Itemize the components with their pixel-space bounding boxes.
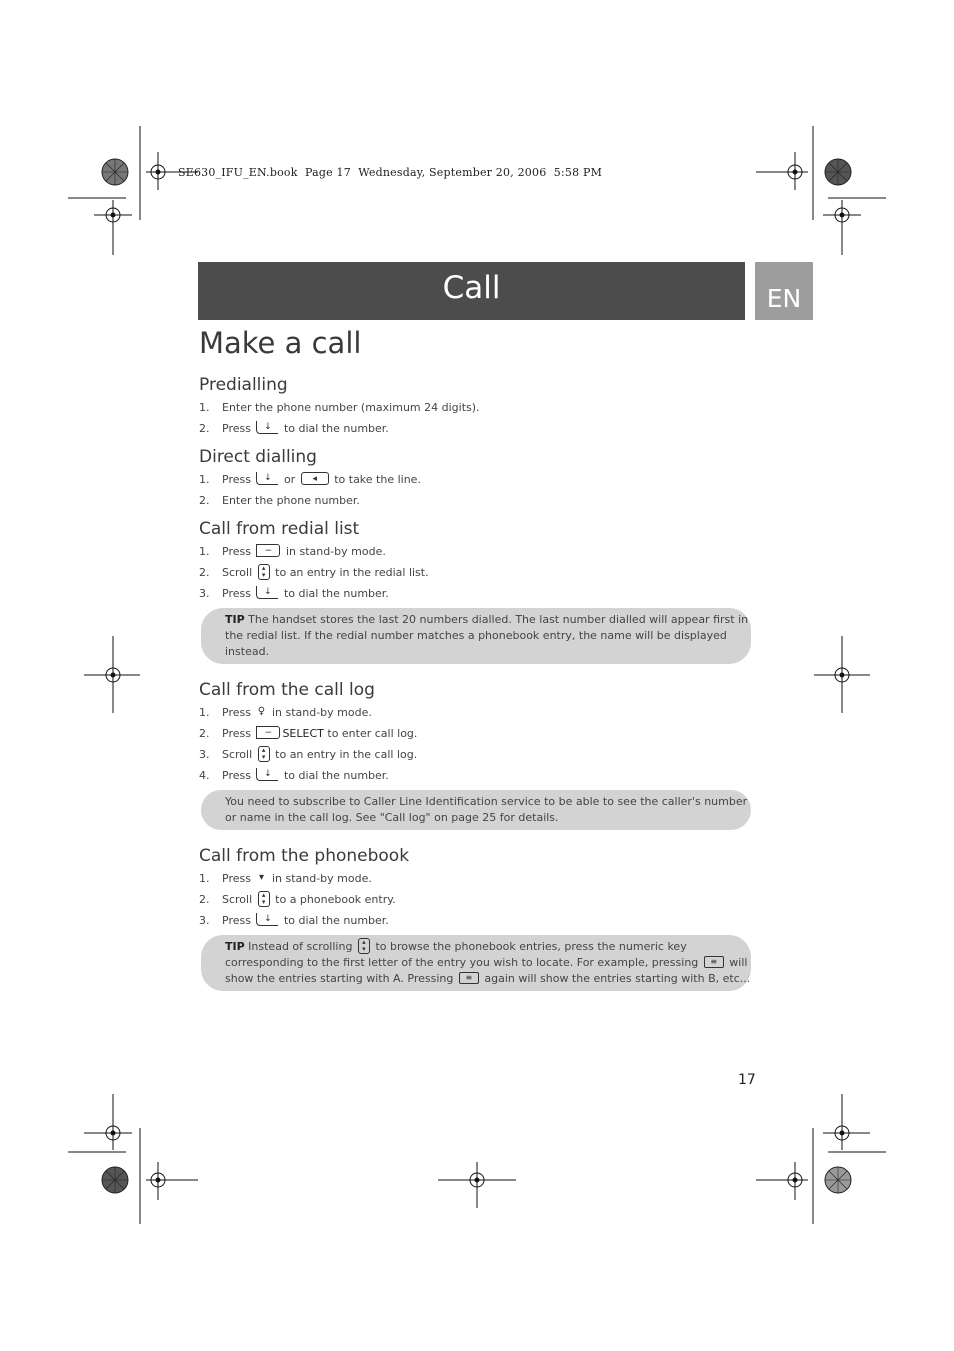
step-number: 4. (199, 769, 210, 782)
call-key-icon: ↓ (256, 472, 278, 485)
scroll-key-icon: ▴ ▾ (258, 564, 270, 580)
section-title: Predialling (199, 375, 288, 395)
step-number: 1. (199, 872, 210, 885)
list-item (199, 868, 759, 889)
step-text: Press (222, 706, 251, 719)
note-text: You need to subscribe to Caller Line Identification service to be able to see the caller's number or name in the call log. See "Call log" on page 25 for details. (225, 795, 748, 824)
step-text: Press (222, 769, 251, 782)
step-text: Press (222, 545, 251, 558)
list-item (199, 469, 759, 490)
step-number: 2. (199, 893, 210, 906)
numeric-key-2-icon: ≡ (704, 956, 724, 968)
step-number: 2. (199, 422, 210, 435)
step-number: 2. (199, 566, 210, 579)
scroll-key-icon: ▴ ▾ (358, 938, 370, 954)
list-item (199, 744, 759, 765)
section-title: Direct dialling (199, 447, 317, 467)
list-item (199, 397, 759, 418)
tip-text: Instead of scrolling (248, 940, 353, 953)
step-text: Press (222, 587, 251, 600)
page-number: 17 (738, 1072, 756, 1088)
step-number: 2. (199, 494, 210, 507)
step-text: Press (222, 727, 251, 740)
step-text: to dial the number. (283, 422, 389, 435)
step-text: Enter the phone number (maximum 24 digits). (222, 401, 480, 414)
step-number: 3. (199, 914, 210, 927)
list-item (199, 765, 759, 786)
call-key-icon: ↓ (256, 768, 278, 781)
list-item (199, 702, 759, 723)
section-predialling (199, 373, 759, 439)
step-text: in stand-by mode. (271, 872, 372, 885)
step-text: to an entry in the call log. (275, 748, 418, 761)
step-number: 1. (199, 545, 210, 558)
step-text: in stand-by mode. (285, 545, 386, 558)
section-title: Call from the phonebook (199, 846, 410, 866)
phonebook-key-icon: ▾ (258, 871, 264, 883)
tip-box (201, 608, 751, 664)
content (199, 373, 759, 991)
step-number: 3. (199, 587, 210, 600)
step-text: or (283, 473, 296, 486)
language-tab: EN (755, 262, 813, 320)
softkey-icon: − (256, 726, 280, 739)
step-text: to take the line. (334, 473, 421, 486)
tip-box (201, 935, 751, 991)
scroll-key-icon: ▴ ▾ (258, 891, 270, 907)
step-text: Scroll (222, 893, 253, 906)
list-item (199, 562, 759, 583)
step-text: Press (222, 473, 251, 486)
step-number: 1. (199, 706, 210, 719)
print-slug: SE630_IFU_EN.book Page 17 Wednesday, September 20, 2006 5:58 PM (178, 166, 603, 179)
call-log-key-icon: ♀ (257, 705, 266, 717)
step-number: 1. (199, 473, 210, 486)
step-text: to an entry in the redial list. (275, 566, 429, 579)
list-item (199, 541, 759, 562)
step-text: to dial the number. (283, 914, 389, 927)
note-box (201, 790, 751, 830)
step-text: Scroll (222, 566, 253, 579)
list-item (199, 418, 759, 439)
page-title: Make a call (199, 326, 362, 360)
step-text: to dial the number. (283, 769, 389, 782)
list-item (199, 723, 759, 744)
section-redial-list (199, 517, 759, 664)
step-text: to enter call log. (327, 727, 418, 740)
speaker-key-icon: ◂ (301, 472, 329, 485)
tip-label: TIP (225, 940, 245, 953)
section-phonebook (199, 844, 759, 991)
step-text: Press (222, 422, 251, 435)
step-text: Enter the phone number. (222, 494, 360, 507)
step-number: 3. (199, 748, 210, 761)
section-direct-dialling (199, 445, 759, 511)
step-number: 2. (199, 727, 210, 740)
redial-key-icon: − (256, 544, 280, 557)
scroll-key-icon: ▴ ▾ (258, 746, 270, 762)
step-text: Press (222, 914, 251, 927)
tip-text: again will show the entries starting with B, etc... (484, 972, 751, 985)
step-text: Press (222, 872, 251, 885)
step-text: to dial the number. (283, 587, 389, 600)
call-key-icon: ↓ (256, 913, 278, 926)
step-text: Scroll (222, 748, 253, 761)
tip-text: The handset stores the last 20 numbers dialled. The last number dialled will appear first in the redial list. If the redial number matches a phonebook entry, the name will be displayed instead. (225, 613, 749, 658)
softkey-label: SELECT (282, 727, 324, 740)
call-key-icon: ↓ (256, 421, 278, 434)
step-text: to a phonebook entry. (275, 893, 396, 906)
list-item (199, 583, 759, 604)
numeric-key-2-icon: ≡ (459, 972, 479, 984)
list-item (199, 910, 759, 931)
list-item (199, 490, 759, 511)
call-key-icon: ↓ (256, 586, 278, 599)
section-title: Call from the call log (199, 680, 375, 700)
step-text: in stand-by mode. (271, 706, 372, 719)
tip-text: to browse the phonebook entries, press the numeric key corresponding to the first letter of the entry you wish to locate. For example, pressing (225, 940, 699, 969)
chapter-header: Call (198, 262, 745, 320)
section-title: Call from redial list (199, 519, 360, 539)
tip-text: will show the entries starting with A. Pressing (225, 956, 748, 985)
step-number: 1. (199, 401, 210, 414)
tip-label: TIP (225, 613, 245, 626)
list-item (199, 889, 759, 910)
section-call-log (199, 678, 759, 830)
